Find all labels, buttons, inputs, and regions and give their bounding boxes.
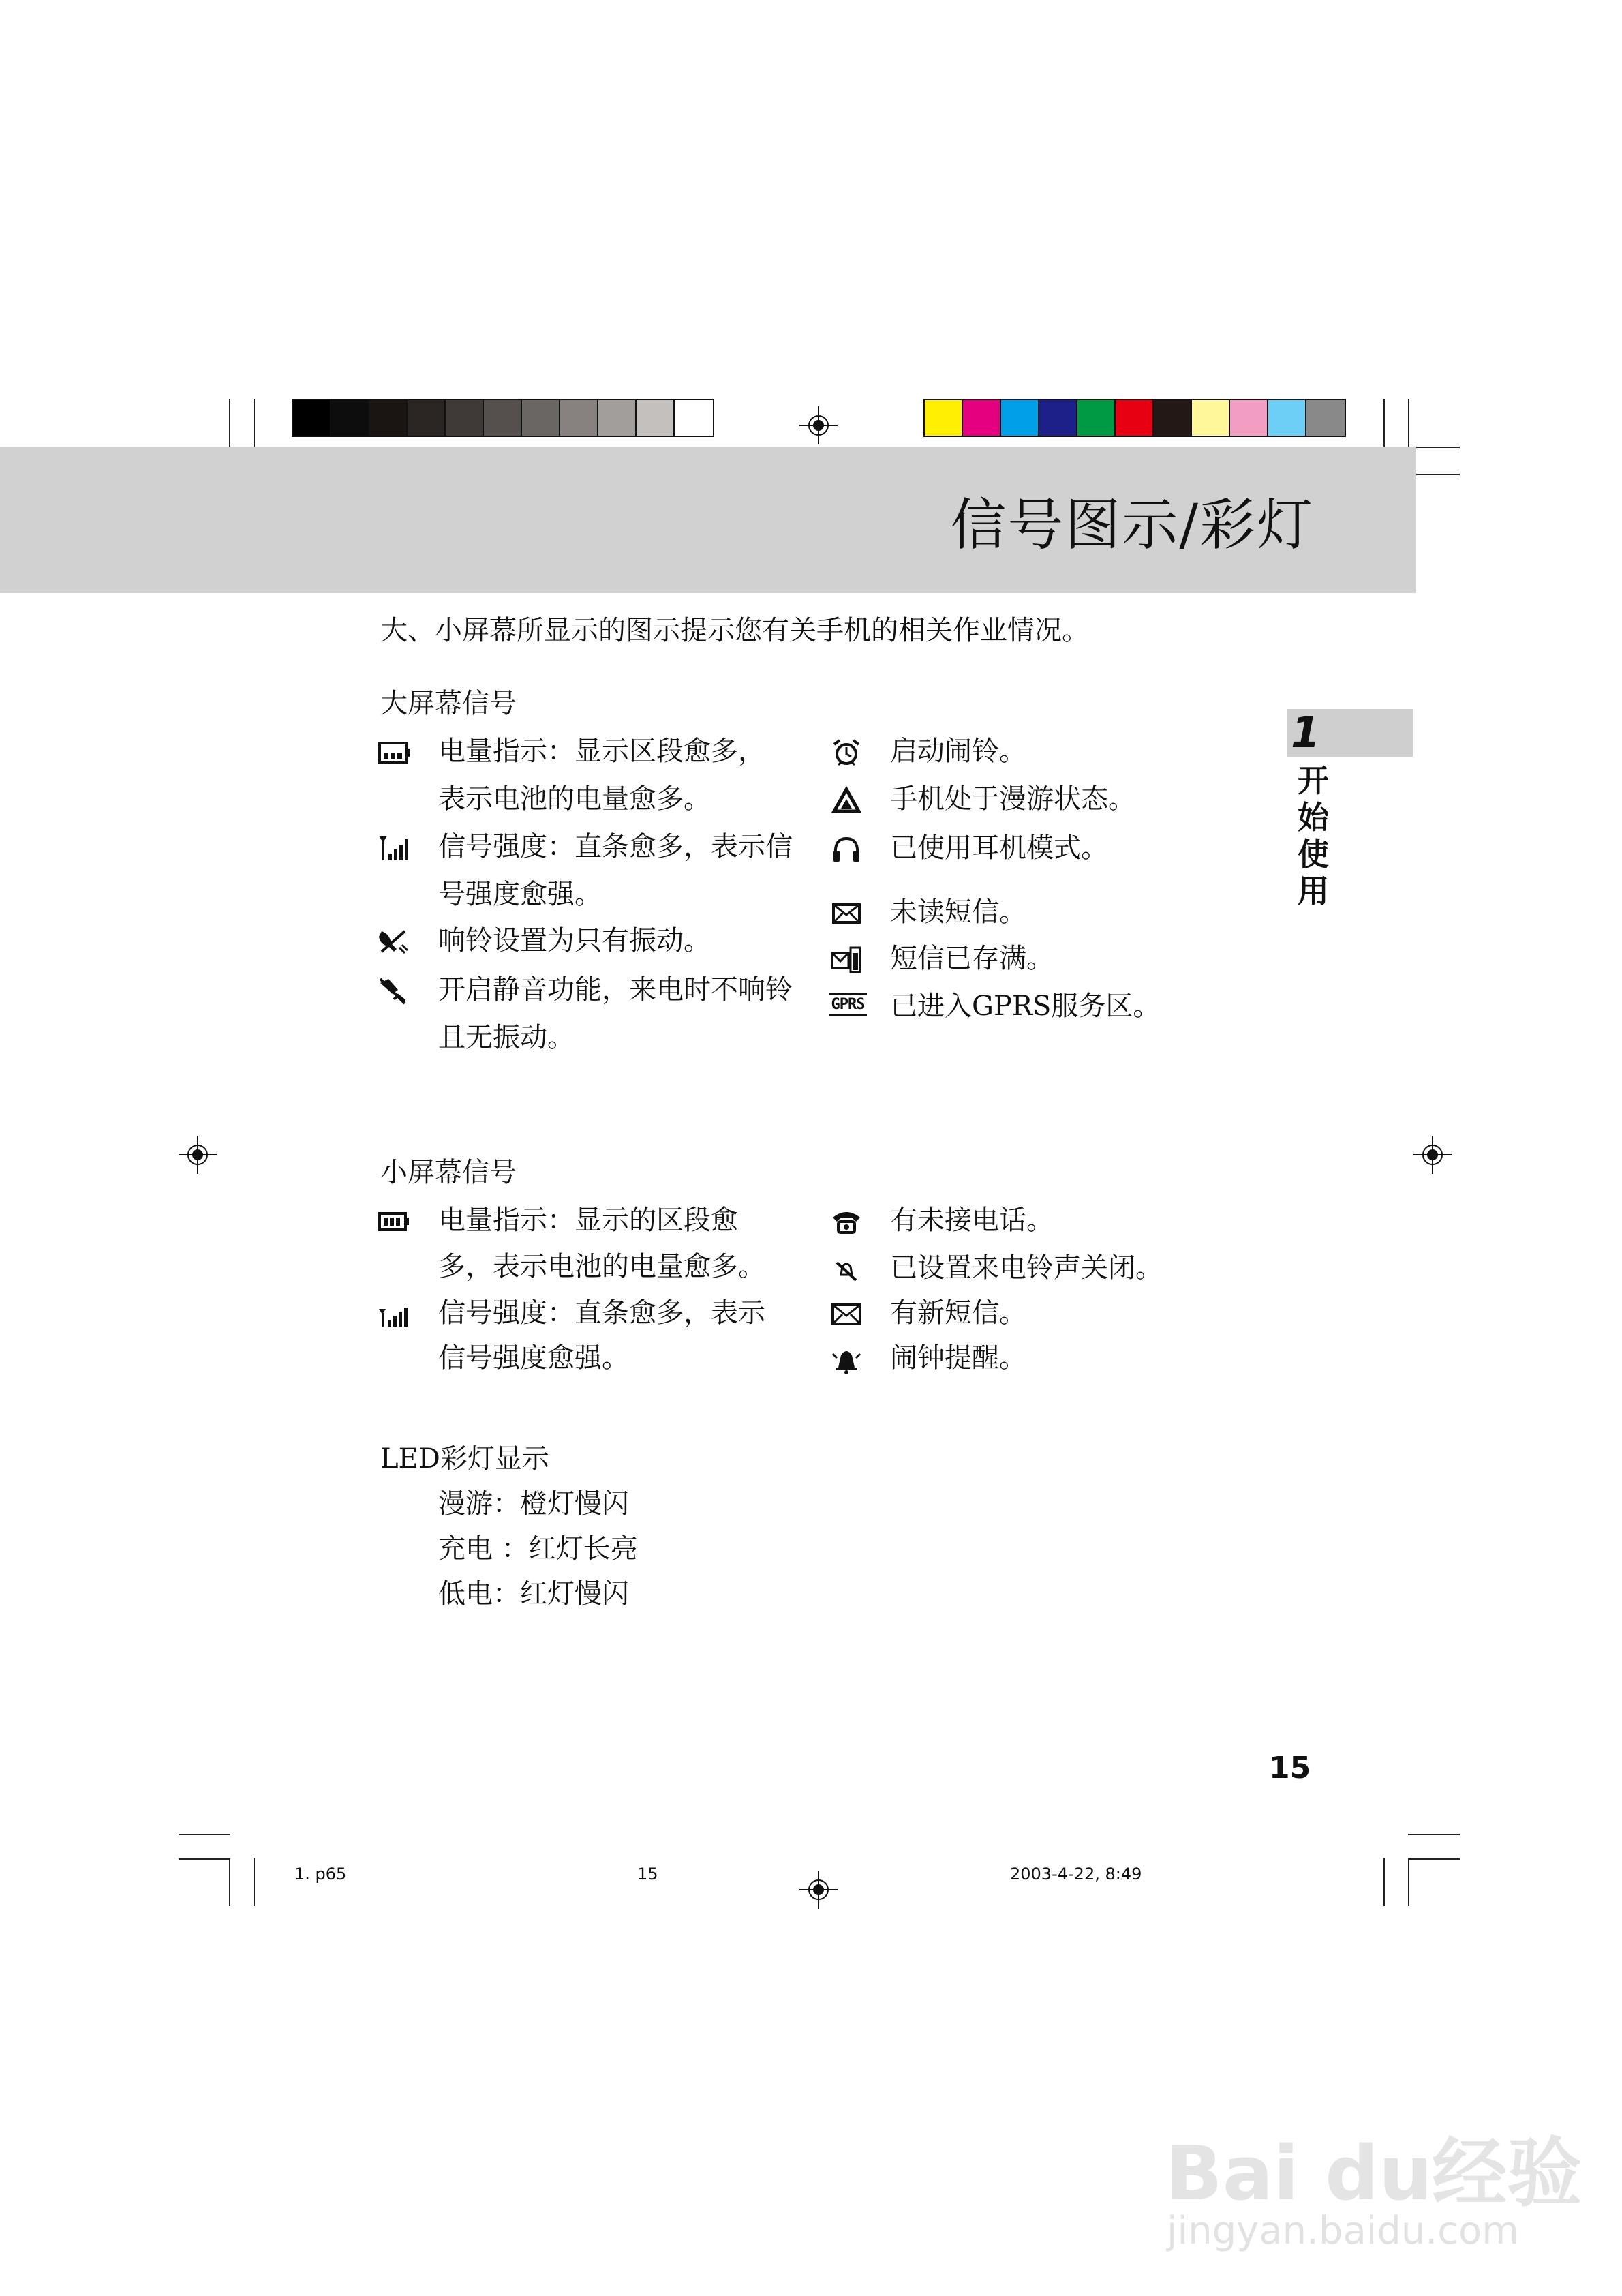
chapter-tab bbox=[1287, 709, 1413, 757]
sms-full-icon bbox=[830, 945, 863, 975]
unread-sms-desc: 未读短信。 bbox=[890, 896, 1026, 928]
vibrate-icon bbox=[378, 927, 410, 957]
small-battery-desc-line-1: 电量指示：显示的区段愈 bbox=[438, 1205, 738, 1236]
large-screen-heading: 大屏幕信号 bbox=[380, 688, 517, 719]
color-swatch bbox=[1154, 400, 1192, 436]
led-item-roaming: 漫游：橙灯慢闪 bbox=[438, 1488, 629, 1520]
small-signal-desc-line-2: 信号强度愈强。 bbox=[438, 1342, 629, 1374]
process-color-bar bbox=[923, 399, 1346, 437]
chapter-title: 开始使用 bbox=[1298, 762, 1329, 909]
led-item-low-battery: 低电：红灯慢闪 bbox=[438, 1578, 629, 1610]
color-swatch bbox=[675, 400, 713, 436]
battery-desc-line-2: 表示电池的电量愈多。 bbox=[438, 783, 711, 815]
crop-mark bbox=[254, 399, 255, 447]
color-swatch bbox=[522, 400, 560, 436]
silent-desc-line-1: 开启静音功能，来电时不响铃 bbox=[438, 974, 793, 1006]
crop-mark bbox=[254, 1858, 255, 1906]
crop-mark bbox=[229, 399, 230, 447]
crop-mark bbox=[1408, 1858, 1409, 1906]
crop-mark bbox=[1408, 1834, 1460, 1835]
page-number: 15 bbox=[1269, 1751, 1311, 1785]
color-swatch bbox=[925, 400, 963, 436]
color-swatch bbox=[1001, 400, 1039, 436]
led-item-charging: 充电 ：红灯长亮 bbox=[438, 1533, 638, 1565]
color-swatch bbox=[560, 400, 598, 436]
watermark-url: jingyan.baidu.com bbox=[1167, 2209, 1519, 2253]
watermark-brand: Bai du经验 bbox=[1165, 2130, 1582, 2217]
color-swatch bbox=[1230, 400, 1268, 436]
gprs-desc: 已进入GPRS服务区。 bbox=[890, 991, 1161, 1022]
sms-full-desc: 短信已存满。 bbox=[890, 943, 1054, 974]
missed-call-desc: 有未接电话。 bbox=[890, 1205, 1054, 1236]
color-swatch bbox=[369, 400, 408, 436]
ringer-off-icon bbox=[830, 1254, 863, 1284]
color-swatch bbox=[598, 400, 637, 436]
crop-mark bbox=[1383, 1858, 1385, 1906]
roaming-icon bbox=[830, 785, 863, 815]
gprs-icon: GPRS bbox=[829, 993, 867, 1023]
registration-mark-icon bbox=[799, 1871, 838, 1909]
small-signal-desc-line-1: 信号强度：直条愈多，表示 bbox=[438, 1297, 765, 1329]
battery-icon bbox=[378, 1207, 410, 1237]
color-swatch bbox=[331, 400, 369, 436]
alarm-bell-desc: 闹钟提醒。 bbox=[890, 1342, 1026, 1374]
new-sms-icon bbox=[830, 1299, 863, 1329]
signal-desc-line-1: 信号强度：直条愈多，表示信 bbox=[438, 831, 793, 862]
color-swatch bbox=[963, 400, 1001, 436]
registration-mark-icon bbox=[179, 1136, 217, 1174]
signal-strength-icon bbox=[378, 1299, 410, 1329]
color-swatch bbox=[446, 400, 484, 436]
color-swatch bbox=[408, 400, 446, 436]
silent-icon bbox=[378, 976, 410, 1006]
small-battery-desc-line-2: 多，表示电池的电量愈多。 bbox=[438, 1251, 765, 1282]
intro-text: 大、小屏幕所显示的图示提示您有关手机的相关作业情况。 bbox=[380, 615, 1089, 646]
unread-sms-icon bbox=[830, 898, 863, 928]
color-swatch bbox=[1077, 400, 1116, 436]
headset-desc: 已使用耳机模式。 bbox=[890, 832, 1108, 864]
color-swatch bbox=[1192, 400, 1230, 436]
registration-mark-icon bbox=[1413, 1136, 1452, 1174]
small-screen-heading: 小屏幕信号 bbox=[380, 1157, 517, 1188]
header-band bbox=[0, 447, 1416, 593]
signal-strength-icon bbox=[378, 833, 410, 863]
color-swatch bbox=[293, 400, 331, 436]
color-swatch bbox=[1268, 400, 1306, 436]
led-heading: LED彩灯显示 bbox=[380, 1443, 549, 1475]
grayscale-color-bar bbox=[292, 399, 714, 437]
footer-file: 1. p65 bbox=[294, 1864, 347, 1884]
registration-mark-icon bbox=[799, 406, 838, 444]
new-sms-desc: 有新短信。 bbox=[890, 1297, 1026, 1329]
roaming-desc: 手机处于漫游状态。 bbox=[890, 783, 1135, 815]
crop-mark bbox=[229, 1858, 230, 1906]
crop-mark bbox=[179, 1858, 230, 1860]
crop-mark bbox=[1408, 399, 1409, 447]
vibrate-desc: 响铃设置为只有振动。 bbox=[438, 925, 711, 956]
alarm-bell-icon bbox=[830, 1344, 863, 1374]
chapter-number: 1 bbox=[1291, 708, 1321, 757]
color-swatch bbox=[484, 400, 522, 436]
signal-desc-line-2: 号强度愈强。 bbox=[438, 879, 602, 910]
footer-page: 15 bbox=[637, 1864, 658, 1884]
missed-call-icon bbox=[830, 1207, 863, 1237]
alarm-clock-icon bbox=[830, 738, 863, 768]
silent-desc-line-2: 且无振动。 bbox=[438, 1022, 575, 1053]
color-swatch bbox=[1116, 400, 1154, 436]
battery-icon bbox=[378, 738, 410, 768]
color-swatch bbox=[637, 400, 675, 436]
battery-desc-line-1: 电量指示：显示区段愈多， bbox=[438, 736, 765, 767]
crop-mark bbox=[1408, 1858, 1460, 1860]
color-swatch bbox=[1039, 400, 1077, 436]
crop-mark bbox=[179, 1834, 230, 1835]
ringer-off-desc: 已设置来电铃声关闭。 bbox=[890, 1252, 1163, 1284]
page-title: 信号图示/彩灯 bbox=[950, 493, 1314, 558]
alarm-desc: 启动闹铃。 bbox=[890, 736, 1026, 767]
color-swatch bbox=[1306, 400, 1345, 436]
headset-icon bbox=[830, 834, 863, 864]
crop-mark bbox=[1383, 399, 1385, 447]
footer-date: 2003-4-22, 8:49 bbox=[1010, 1864, 1142, 1884]
